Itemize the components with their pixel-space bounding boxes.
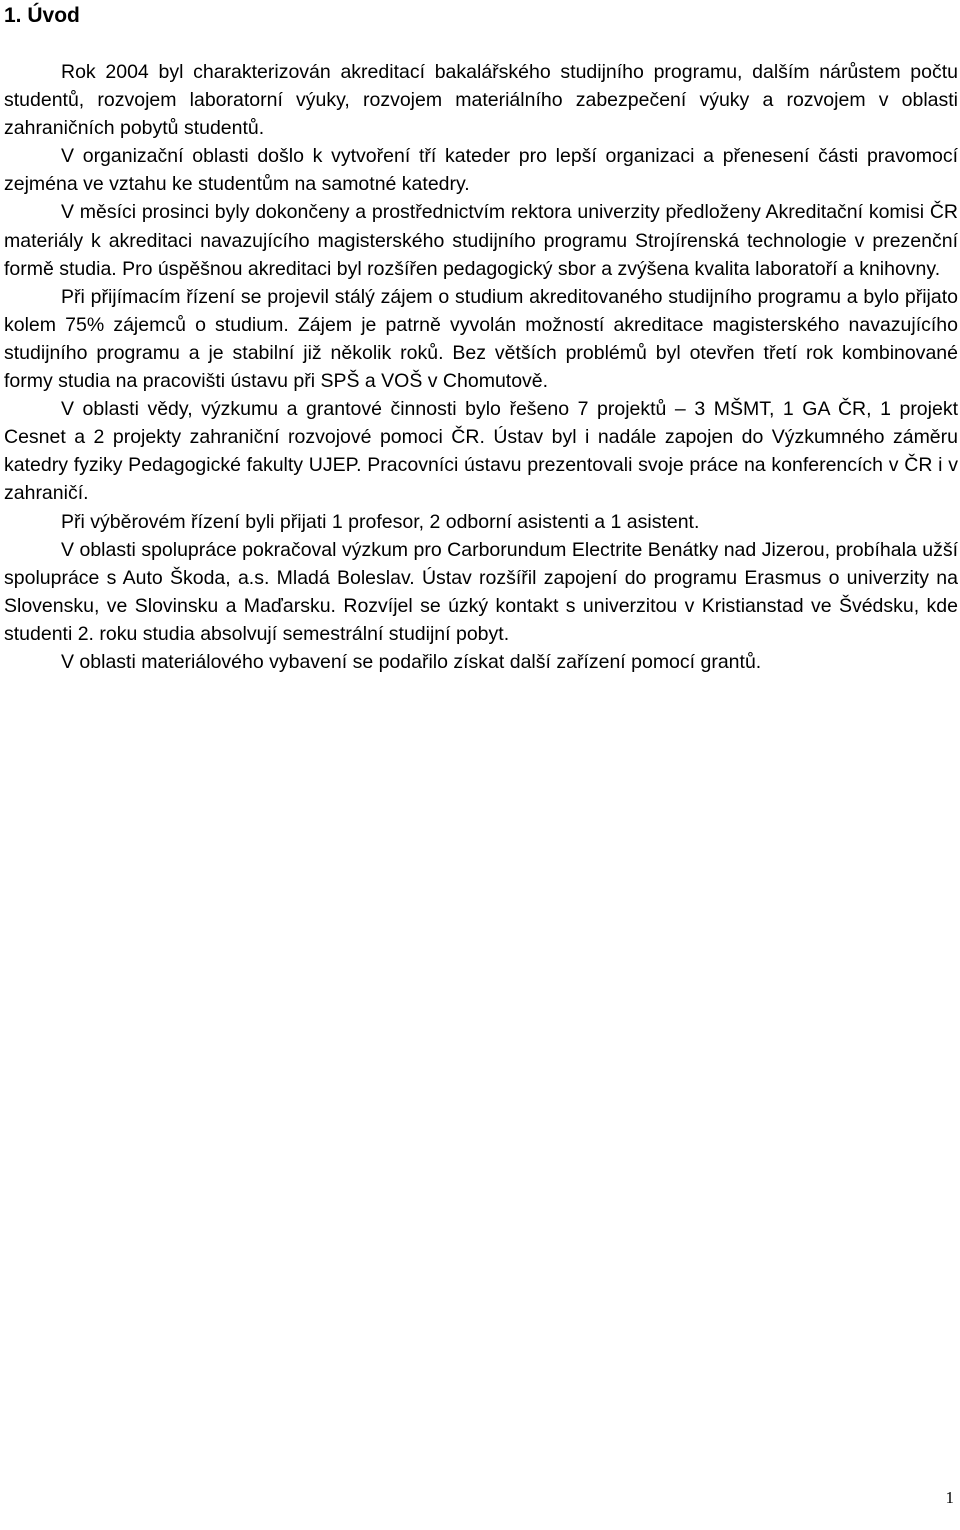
document-body bbox=[4, 58, 958, 676]
paragraph-equipment: V oblasti materiálového vybavení se podařilo získat další zařízení pomocí grantů. bbox=[61, 650, 762, 673]
section-heading: 1. Úvod bbox=[4, 4, 80, 27]
paragraph-research: V oblasti vědy, výzkumu a grantové činnosti bylo řešeno 7 projektů – 3 MŠMT, 1 GA ČR, 1 projekt Cesnet a 2 projekty zahraniční rozvojové pomoci ČR. Ústav byl i nadále zapojen do Výzkumného záměru katedry fyziky Pedagogické fakulty UJEP. Pracovníci ústavu prezentovali svoje práce na konferencích v ČR i v zahraničí. bbox=[4, 398, 958, 505]
paragraph-hiring: Při výběrovém řízení byli přijati 1 profesor, 2 odborní asistenti a 1 asistent. bbox=[61, 510, 700, 533]
paragraph-organization: V organizační oblasti došlo k vytvoření tří kateder pro lepší organizaci a přenesení části pravomocí zejména ve vztahu ke studentům na samotné katedry. bbox=[4, 145, 958, 196]
paragraph-admission: Při přijímacím řízení se projevil stálý zájem o studium akreditovaného studijního programu a bylo přijato kolem 75% zájemců o studium. Zájem je patrně vyvolán možností akreditace magisterského navazujícího studijního programu a je stabilní již několik roků. Bez větších problémů byl otevřen třetí rok kombinované formy studia na pracovišti ústavu při SPŠ a VOŠ v Chomutově. bbox=[4, 285, 958, 393]
paragraph-accreditation: V měsíci prosinci byly dokončeny a prostřednictvím rektora univerzity předloženy Akreditační komisi ČR materiály k akreditaci navazujícího magisterského studijního programu Strojírenská technologie v prezenční formě studia. Pro úspěšnou akreditaci byl rozšířen pedagogický sbor a zvýšena kvalita laboratoří a knihovny. bbox=[4, 201, 958, 280]
paragraph-intro: Rok 2004 byl charakterizován akreditací bakalářského studijního programu, dalším nárůstem počtu studentů, rozvojem laboratorní výuky, rozvojem materiálního zabezpečení výuky a rozvojem v oblasti zahraničních pobytů studentů. bbox=[4, 61, 958, 140]
page-number: 1 bbox=[945, 1488, 954, 1507]
paragraph-cooperation: V oblasti spolupráce pokračoval výzkum pro Carborundum Electrite Benátky nad Jizerou, probíhala užší spolupráce s Auto Škoda, a.s. Mladá Boleslav. Ústav rozšířil zapojení do programu Erasmus o univerzity na Slovensku, ve Slovinsku a Maďarsku. Rozvíjel se úzký kontakt s univerzitou v Kristianstad ve Švédsku, kde studenti 2. roku studia absolvují semestrální studijní pobyt. bbox=[4, 538, 958, 645]
